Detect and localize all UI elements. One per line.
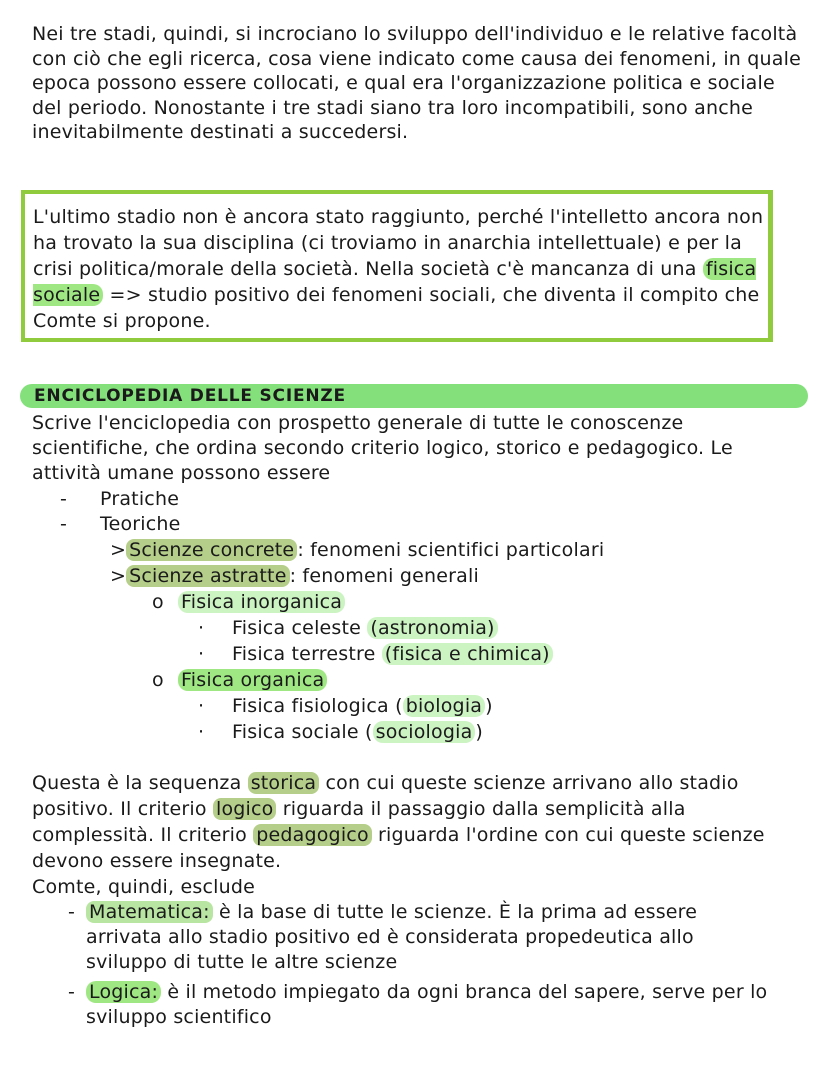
label-fisica-celeste: Fisica celeste: [232, 617, 368, 639]
list-item-teoriche: Teoriche: [100, 513, 181, 535]
list-item-fisica-inorganica: [178, 590, 345, 615]
term-sociologia: sociologia: [373, 721, 476, 743]
bullet-dash: -: [68, 981, 76, 1003]
outro-text: Questa è la sequenza: [32, 772, 248, 794]
paren-close: ): [475, 721, 484, 743]
box-text-before: L'ultimo stadio non è ancora stato raggiunto, perché l'intelletto ancora non ha trovato la sua disciplina (ci troviamo in anarchia intellettuale) e per la crisi politica/morale della società. Nella società c'è mancanza di una: [33, 206, 764, 280]
term-biologia: biologia: [403, 695, 485, 717]
label-fisica-fisiologica: Fisica fisiologica (: [232, 695, 403, 717]
bullet-dash: -: [68, 901, 76, 923]
outro-text: riguarda l'ordine con cui queste scienze devono essere insegnate.: [32, 824, 765, 872]
desc-scienze-concrete: : fenomeni scientifici particolari: [297, 539, 605, 561]
arrow-bullet: >: [110, 565, 127, 587]
list-item-scienze-astratte: [110, 564, 479, 589]
box-text-after: => studio positivo dei fenomeni sociali, che diventa il compito che Comte si propone.: [33, 284, 760, 332]
dot-bullet: ·: [198, 617, 205, 639]
term-pedagogico: pedagogico: [253, 824, 372, 846]
exclusion-item-matematica: [68, 900, 768, 975]
box-paragraph: [33, 204, 769, 334]
term-logica: Logica:: [86, 981, 161, 1003]
circle-bullet: o: [152, 669, 164, 691]
term-matematica: Matematica:: [86, 901, 213, 923]
list-item-fisica-sociale: [232, 720, 483, 745]
label-fisica-terrestre: Fisica terrestre: [232, 643, 382, 665]
logica-text: è il metodo impiegato da ogni branca del sapere, serve per lo sviluppo scientifico: [86, 981, 768, 1028]
list-item-fisica-organica: [178, 668, 327, 693]
intro-paragraph: Nei tre stadi, quindi, si incrociano lo sviluppo dell'individuo e le relative facoltà con ciò che egli ricerca, cosa viene indicato come causa dei fenomeni, in quale epoca possono essere collocati, e qual era l'organizzazione politica e sociale del periodo. Nonostante i tre stadi siano tra loro incompatibili, sono anche inevitabilmente destinati a succedersi.: [32, 23, 801, 143]
term-storica: storica: [248, 772, 320, 794]
list-item-fisica-terrestre: [232, 642, 553, 667]
section-title: ENCICLOPEDIA DELLE SCIENZE: [34, 386, 346, 406]
term-fisica-organica: Fisica organica: [178, 669, 327, 691]
matematica-text: è la base di tutte le scienze. È la prima ad essere arrivata allo stadio positivo ed è considerata propedeutica allo sviluppo di tutte le altre scienze: [86, 901, 698, 973]
dot-bullet: ·: [198, 643, 205, 665]
circle-bullet: o: [152, 591, 164, 613]
term-fisica-chimica: (fisica e chimica): [382, 643, 553, 665]
outro-text: con cui queste scienze arrivano allo stadio positivo. Il criterio: [32, 772, 739, 820]
dot-bullet: ·: [198, 721, 205, 743]
bullet-dash: -: [60, 488, 68, 510]
outro-paragraph: [32, 770, 802, 900]
label-fisica-sociale: Fisica sociale (: [232, 721, 373, 743]
paren-close: ): [485, 695, 493, 717]
bullet-dash: -: [60, 513, 68, 535]
list-item-pratiche: Pratiche: [100, 488, 180, 510]
list-item-scienze-concrete: [110, 538, 604, 563]
arrow-bullet: >: [110, 539, 127, 561]
term-scienze-astratte: Scienze astratte: [126, 565, 289, 587]
highlight-box: [21, 190, 773, 342]
outro-text: riguarda il passaggio dalla semplicità alla complessità. Il criterio: [32, 798, 686, 846]
list-item-fisica-celeste: [232, 616, 498, 641]
outro-text: Comte, quindi, esclude: [32, 876, 255, 898]
box-highlight-fisica-sociale: fisica sociale: [33, 258, 757, 306]
term-fisica-inorganica: Fisica inorganica: [178, 591, 345, 613]
list-item-fisica-fisiologica: [232, 694, 493, 719]
dot-bullet: ·: [198, 695, 205, 717]
desc-scienze-astratte: : fenomeni generali: [289, 565, 479, 587]
section-paragraph: Scrive l'enciclopedia con prospetto generale di tutte le conoscenze scientifiche, che ordina secondo criterio logico, storico e pedagogico. Le attività umane possono essere: [32, 412, 733, 484]
term-scienze-concrete: Scienze concrete: [126, 539, 297, 561]
term-astronomia: (astronomia): [367, 617, 497, 639]
exclusion-item-logica: [68, 980, 768, 1030]
term-logico: logico: [213, 798, 277, 820]
